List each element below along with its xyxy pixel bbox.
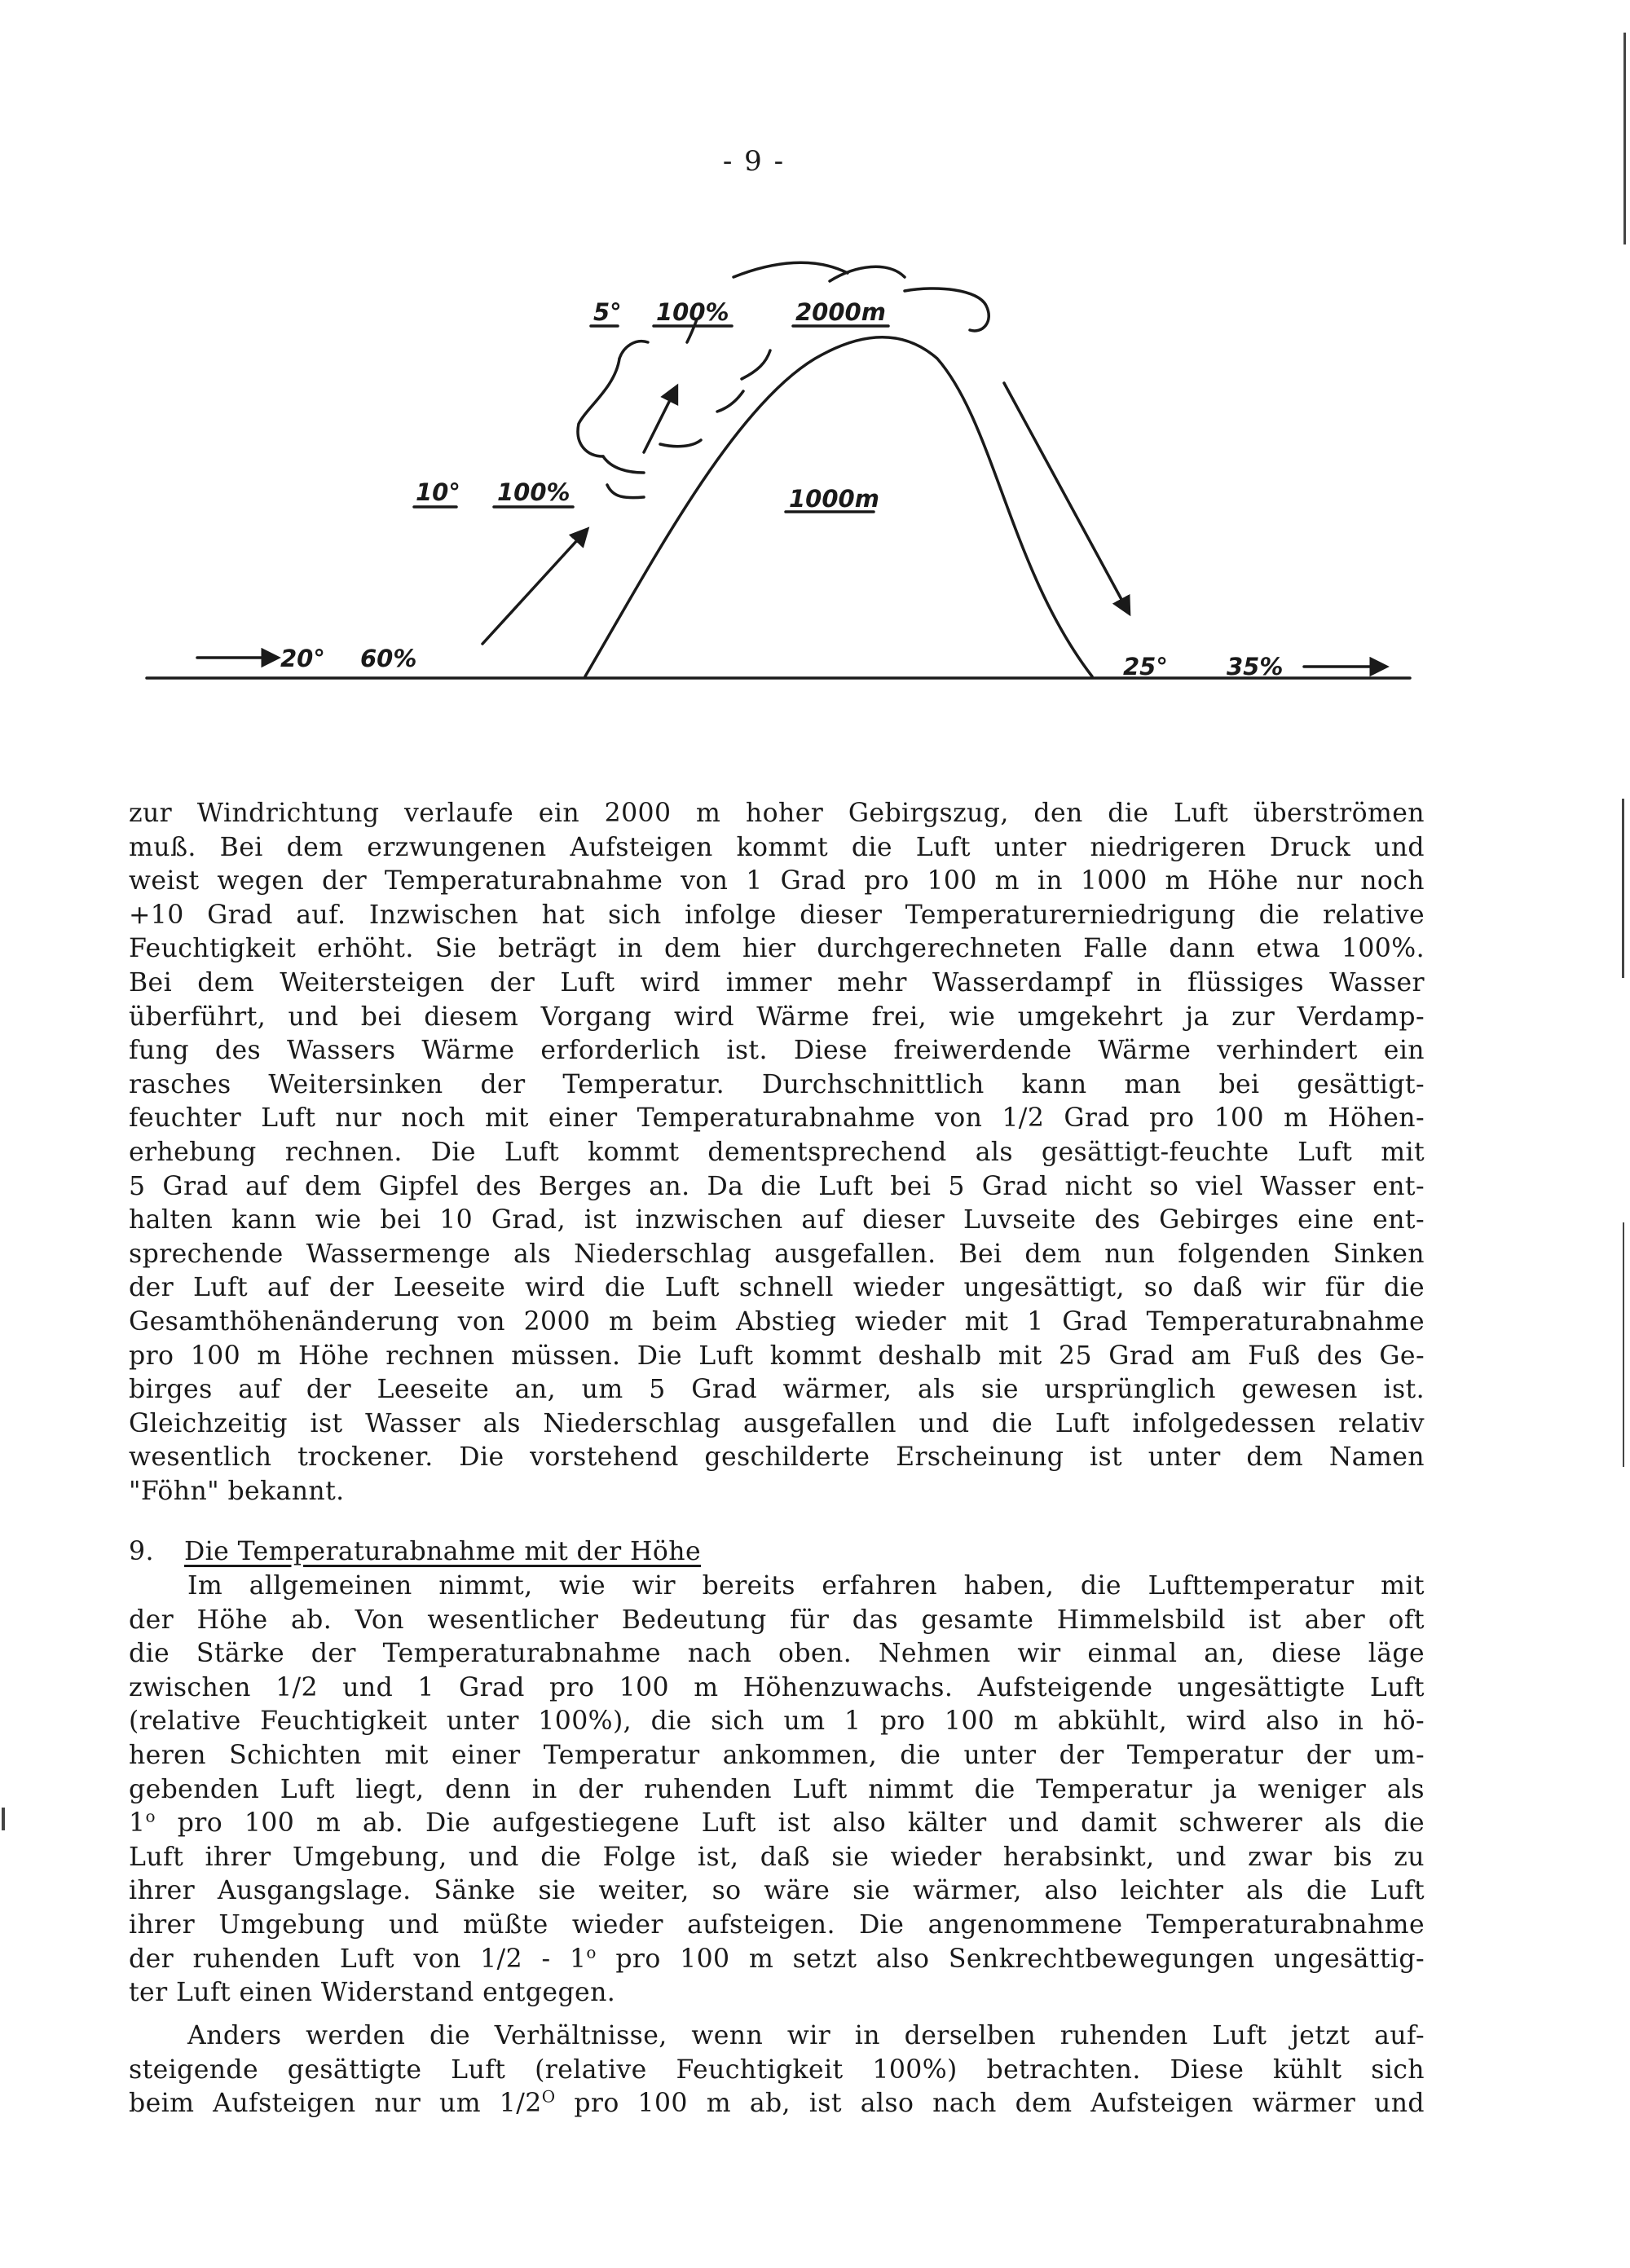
label-peak-height: 2000m — [795, 298, 886, 326]
text-line: feuchter Luft nur noch mit einer Temperaturabnahme von 1/2 Grad pro 100 m Höhen- — [129, 1103, 1425, 1134]
page-number: - 9 - — [722, 145, 786, 178]
text-line: pro 100 m Höhe rechnen müssen. Die Luft kommt deshalb mit 25 Grad am Fuß des Ge- — [129, 1341, 1425, 1371]
label-start-humidity: 60% — [360, 645, 417, 672]
text-line: ter Luft einen Widerstand entgegen. — [129, 1978, 616, 2008]
cloud-inner-1 — [660, 440, 701, 447]
cloud-mid — [742, 350, 770, 379]
scan-edge-mark — [2, 1808, 5, 1830]
text-line: sprechende Wassermenge als Niederschlag ausgefallen. Bei dem nun folgenden Sinken — [129, 1239, 1425, 1269]
label-mid-humidity: 100% — [497, 478, 570, 506]
section-title: Die Temperaturabnahme mit der Höhe — [184, 1537, 701, 1566]
text-line: zwischen 1/2 und 1 Grad pro 100 m Höhenzuwachs. Aufsteigende ungesättigte Luft — [129, 1672, 1425, 1702]
label-mid-height: 1000m — [789, 485, 879, 513]
text-line: zur Windrichtung verlaufe ein 2000 m hoher Gebirgszug, den die Luft überströmen — [129, 799, 1425, 828]
text-line: birges auf der Leeseite an, um 5 Grad wärmer, als sie ursprünglich gewesen ist. — [129, 1375, 1425, 1405]
text-line: der ruhenden Luft von 1/2 - 1$^o$ pro 100 m setzt also Senkrechtbewegungen ungesättig- — [129, 1942, 1425, 1974]
text-line: heren Schichten mit einer Temperatur ankommen, die unter der Temperatur der um- — [129, 1740, 1425, 1770]
text-line: der Höhe ab. Von wesentlicher Bedeutung für das gesamte Himmelsbild ist aber oft — [129, 1605, 1425, 1635]
cloud-ascent-arrow — [644, 387, 676, 452]
text-line: Gleichzeitig ist Wasser als Niederschlag ausgefallen und die Luft infolgedessen relativ — [129, 1408, 1425, 1438]
text-line: 5 Grad auf dem Gipfel des Berges an. Da die Luft bei 5 Grad nicht so viel Wasser ent- — [129, 1171, 1425, 1201]
text-line: ihrer Ausgangslage. Sänke sie weiter, so wäre sie wärmer, also leichter als die Luft — [129, 1876, 1425, 1906]
section-heading — [129, 1535, 701, 1570]
label-end-humidity: 35% — [1227, 653, 1284, 680]
label-end-temp: 25° — [1123, 653, 1168, 680]
text-line: Gesamthöhenänderung von 2000 m beim Abstieg wieder mit 1 Grad Temperaturabnahme — [129, 1306, 1425, 1337]
text-line: beim Aufsteigen nur um $1/2^O$ pro 100 m ab, ist also nach dem Aufsteigen wärmer und — [129, 2086, 1425, 2119]
text-line: fung des Wassers Wärme erforderlich ist. Diese freiwerdende Wärme verhindert ein — [129, 1036, 1425, 1066]
text-line: Feuchtigkeit erhöht. Sie beträgt in dem hier durchgerechneten Falle dann etwa 100%. — [129, 934, 1425, 964]
label-peak-humidity: 100% — [656, 298, 729, 326]
section-number: 9. — [129, 1537, 154, 1566]
text-line: erhebung rechnen. Die Luft kommt dementsprechend als gesättigt-feuchte Luft mit — [129, 1137, 1425, 1167]
text-line: muß. Bei dem erzwungenen Aufsteigen kommt die Luft unter niedrigeren Druck und — [129, 832, 1425, 862]
text-line: (relative Feuchtigkeit unter 100%), die sich um 1 pro 100 m abkühlt, wird also in hö- — [129, 1707, 1425, 1737]
ascent-arrow — [482, 530, 587, 644]
scan-edge-mark — [1622, 799, 1624, 978]
text-line: Anders werden die Verhältnisse, wenn wir in derselben ruhenden Luft jetzt auf- — [187, 2021, 1425, 2050]
text-line: +10 Grad auf. Inzwischen hat sich infolge dieser Temperaturerniedrigung die relative — [129, 900, 1425, 930]
text-line: "Föhn" bekannt. — [129, 1476, 345, 1506]
scan-edge-mark — [1623, 1222, 1624, 1467]
label-mid-temp: 10° — [416, 478, 460, 506]
cloud-peak-right — [905, 288, 989, 331]
text-line: Im allgemeinen nimmt, wie wir bereits erfahren haben, die Lufttemperatur mit — [187, 1571, 1425, 1601]
scan-edge-mark — [1623, 33, 1626, 244]
cloud-peak-top — [734, 262, 848, 277]
foehn-diagram — [0, 0, 1630, 733]
cloud-left-4 — [607, 485, 644, 498]
cloud-inner-2 — [717, 391, 743, 412]
cloud-left-3 — [603, 456, 644, 473]
cloud-left-2 — [578, 359, 619, 456]
text-line: Bei dem Weitersteigen der Luft wird immer mehr Wasserdampf in flüssiges Wasser — [129, 967, 1425, 997]
paragraph-temperature-decrease — [129, 1570, 1425, 2010]
text-line: wesentlich trockener. Die vorstehend geschilderte Erscheinung ist unter dem Namen — [129, 1442, 1425, 1473]
text-line: gebenden Luft liegt, denn in der ruhenden Luft nimmt die Temperatur ja weniger als — [129, 1774, 1425, 1804]
text-line: 1$^o$ pro 100 m ab. Die aufgestiegene Luft ist also kälter und damit schwerer als die — [129, 1806, 1425, 1839]
text-line: halten kann wie bei 10 Grad, ist inzwischen auf dieser Luvseite des Gebirges eine ent- — [129, 1205, 1425, 1235]
text-line: ihrer Umgebung und müßte wieder aufsteigen. Die angenommene Temperaturabnahme — [129, 1909, 1425, 1940]
descent-arrow — [1004, 383, 1129, 613]
text-line: steigende gesättigte Luft (relative Feuchtigkeit 100%) betrachten. Diese kühlt sich — [129, 2054, 1425, 2085]
label-peak-temp: 5° — [593, 298, 622, 326]
paragraph-saturated-air — [129, 2019, 1425, 2121]
cloud-left-1 — [619, 341, 648, 359]
text-line: rasches Weitersinken der Temperatur. Durchschnittlich kann man bei gesättigt- — [129, 1069, 1425, 1099]
paragraph-foehn — [129, 797, 1425, 1508]
text-line: der Luft auf der Leeseite wird die Luft schnell wieder ungesättigt, so daß wir für die — [129, 1273, 1425, 1303]
text-line: die Stärke der Temperaturabnahme nach oben. Nehmen wir einmal an, diese läge — [129, 1639, 1425, 1669]
text-line: überführt, und bei diesem Vorgang wird Wärme frei, wie umgekehrt ja zur Verdamp- — [129, 1002, 1425, 1032]
text-line: weist wegen der Temperaturabnahme von 1 Grad pro 100 m in 1000 m Höhe nur noch — [129, 866, 1425, 896]
text-line: Luft ihrer Umgebung, und die Folge ist, daß sie wieder herabsinkt, und zwar bis zu — [129, 1842, 1425, 1872]
label-start-temp: 20° — [280, 645, 325, 672]
